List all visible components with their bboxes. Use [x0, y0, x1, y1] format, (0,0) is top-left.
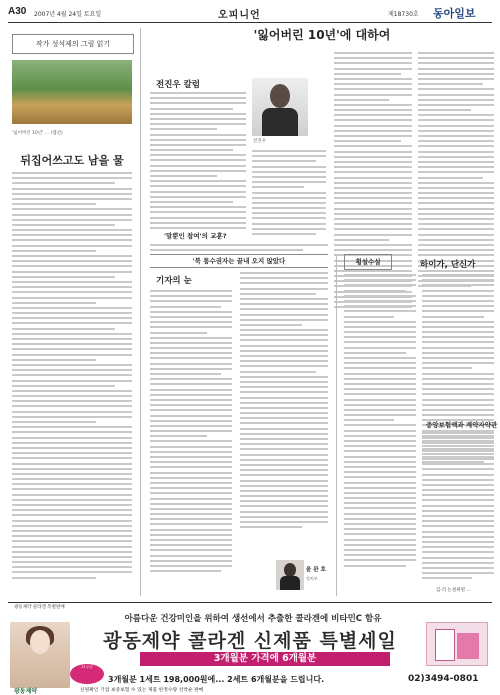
paper-logo: 동아일보 [433, 7, 476, 20]
essay-image-caption: '잃어버린 10년' ... (캡션) [12, 131, 63, 136]
right-subheading: 중앙보험액과 계약자약관 [426, 421, 498, 429]
column-body-4 [418, 52, 494, 291]
column-body-3 [334, 52, 412, 311]
ad-footer: 신원확인 기업 보증보험 수 있는 제품 한정수량 선착순 판매 [80, 688, 204, 693]
right-body-1 [344, 274, 416, 570]
column-tag: 횡설수설 [344, 254, 392, 270]
reporter-name: 윤 완 호 [306, 567, 326, 573]
column-name: 전진우 칼럼 [156, 80, 201, 90]
essay-body [12, 172, 132, 582]
issue-number: 제18730호 [388, 11, 419, 18]
column-main-title: '잃어버린 10년'에 대하여 [253, 28, 391, 42]
author-caption: 전진우 [253, 139, 267, 144]
ad-price: 3개월분 1세트 198,000원에... 2세트 6개월분을 드립니다. [108, 675, 325, 684]
reporter-body-1 [150, 290, 232, 575]
ad-brand-logo: 광동제약 [14, 688, 38, 695]
ad-sticker: 21주년 [70, 664, 104, 684]
advertisement [8, 602, 492, 695]
column-body-1 [150, 92, 246, 232]
column-subheading: '말뿐인 참여'의 교훈? [164, 232, 227, 240]
essay-title: 뒤집어쓰고도 남을 물 [20, 154, 124, 167]
essay-tag: 작가 성석제의 그림 읽기 [12, 34, 134, 54]
ad-headline: 아름다운 건강미인을 위하여 생선에서 추출한 콜라겐에 비타민C 함유 [124, 614, 382, 624]
right-body-3 [422, 432, 494, 582]
right-byline: 김·리 논설위원 ... [436, 588, 471, 593]
page-date: 2007년 4월 24일 토요일 [34, 11, 102, 18]
page-header [8, 4, 492, 23]
author-photo [252, 78, 308, 136]
column-headline: 하이가, 단신가 [420, 260, 476, 270]
reporter-column-title: 기자의 눈 [156, 276, 192, 286]
column-body-2 [252, 150, 326, 238]
ad-product-image [426, 622, 488, 666]
ad-promo-band: 3개월분 가격에 6개월분 [140, 652, 390, 666]
reporter-body-2 [240, 272, 328, 531]
section-title: 오피니언 [218, 10, 261, 21]
page-number: A30 [8, 6, 27, 17]
ad-main-title: 광동제약 콜라겐 신제품 특별세일 [103, 630, 397, 652]
ad-label: 광동제약 콜라겐 특별판매 [14, 605, 65, 610]
essay-painting [12, 60, 132, 124]
ad-phone[interactable]: 02)3494-0801 [408, 674, 479, 684]
column-body-5 [150, 244, 328, 254]
article-headline-bar: '북 통수권자는 끝내 오지 않았다 [150, 254, 328, 268]
reporter-dept: 정치부 [306, 576, 318, 581]
reporter-photo [276, 560, 304, 590]
